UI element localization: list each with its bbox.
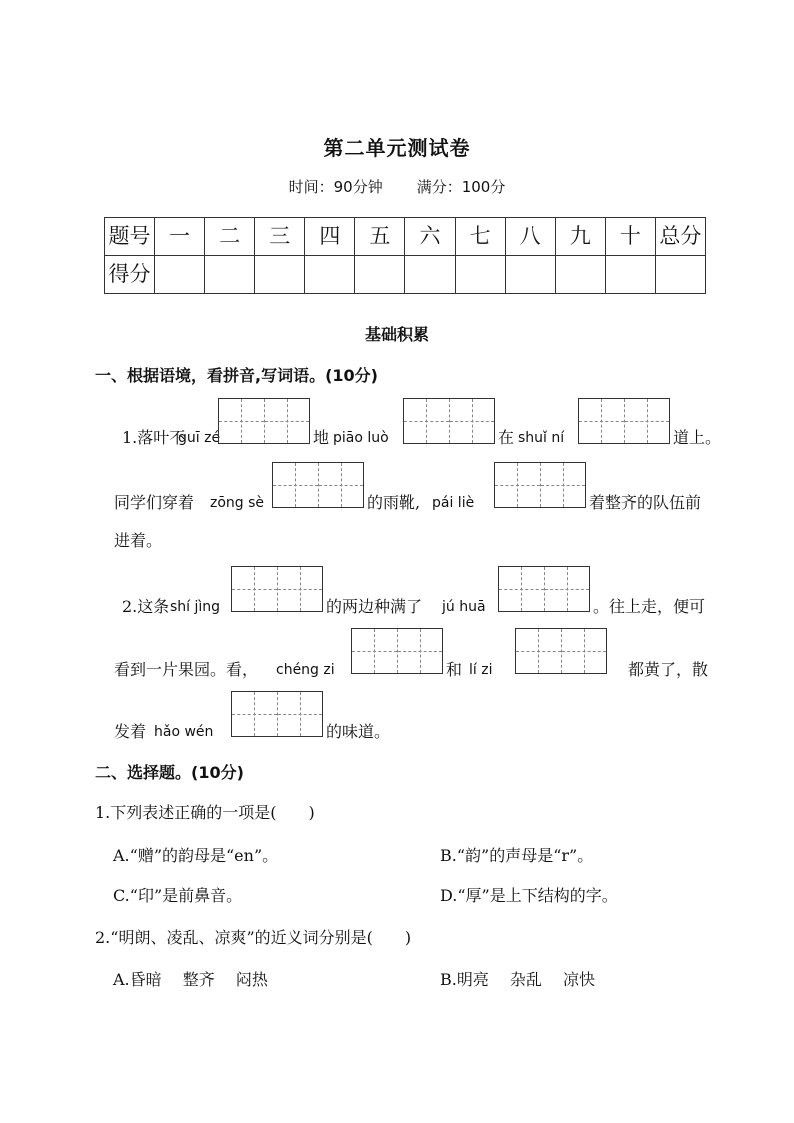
answer-box-shijing[interactable] [231,566,323,612]
answer-box-juhua[interactable] [498,566,590,612]
score-cell[interactable] [555,256,605,294]
score-table-header-cell: 四 [305,218,355,256]
answer-box-guize[interactable] [218,398,310,444]
score-table-header-cell: 总分 [655,218,705,256]
score-cell[interactable] [155,256,205,294]
pinyin-pailie: pái liè [432,495,475,511]
answer-box-chengzi[interactable] [351,628,443,674]
page-title: 第二单元测试卷 [323,136,471,160]
score-table-header-row [105,218,706,256]
score-cell[interactable] [655,256,705,294]
score-table-header-cell: 十 [605,218,655,256]
option-2a[interactable]: A.昏暗 整齐 闷热 [113,970,268,989]
pinyin-shuini: shuǐ ní [518,430,565,446]
score-table-header-cell: 一 [155,218,205,256]
q1-text: 的两边种满了 [326,597,423,616]
question-2-heading: 二、选择题。(10分) [95,763,244,782]
score-table-header-cell: 八 [505,218,555,256]
score-table-header-cell: 五 [355,218,405,256]
answer-box-piaoluo[interactable] [403,398,495,444]
q1-text: 。往上走，便可 [593,597,706,616]
section-title: 基础积累 [364,325,429,344]
exam-time: 时间：90分钟 [288,178,383,196]
q1-text: 的雨靴, [367,493,421,512]
score-cell[interactable] [405,256,455,294]
pinyin-shijing: shí jìng [170,599,221,615]
option-1c[interactable]: C.“印”是前鼻音。 [113,886,243,905]
score-cell[interactable] [505,256,555,294]
q2-item2-stem: 2.“明朗、凌乱、凉爽”的近义词分别是( ) [95,928,412,947]
answer-box-lizi[interactable] [515,628,607,674]
q1-text: 看到一片果园。看， [114,660,259,679]
answer-box-haowen[interactable] [231,691,323,737]
score-cell[interactable] [605,256,655,294]
q1-text: 的味道。 [326,722,391,741]
pinyin-zongse: zōng sè [210,495,265,511]
answer-box-pailie[interactable] [494,462,586,508]
pinyin-lizi: lí zi [469,662,493,678]
option-2b[interactable]: B.明亮 杂乱 凉快 [440,970,596,989]
score-table-score-row [105,256,706,294]
score-cell[interactable] [355,256,405,294]
q1-text: 着整齐的队伍前 [589,493,702,512]
pinyin-haowen: hǎo wén [154,724,214,740]
q2-item1-stem: 1.下列表述正确的一项是( ) [95,803,315,822]
score-cell[interactable] [455,256,505,294]
score-cell[interactable] [255,256,305,294]
q1-text: 发着 [114,722,147,741]
score-table-row-label: 得分 [105,256,155,294]
q1-text: 和 [446,660,463,679]
option-1b[interactable]: B.“韵”的声母是“r”。 [440,846,594,865]
score-table-header-cell: 九 [555,218,605,256]
score-cell[interactable] [205,256,255,294]
exam-meta [0,176,794,197]
q1-text: 地 [313,428,330,447]
pinyin-piaoluo: piāo luò [333,430,389,446]
score-table [104,217,706,294]
question-1-heading: 一、根据语境，看拼音,写词语。(10分) [95,366,378,385]
q1-text: 1.落叶不 [122,428,186,447]
score-table-header-cell: 七 [455,218,505,256]
q1-text: 道上。 [673,428,722,447]
score-table-header-cell: 六 [405,218,455,256]
pinyin-guize: guī zé [178,430,221,446]
score-table-header-cell: 题号 [105,218,155,256]
score-table-header-cell: 三 [255,218,305,256]
score-cell[interactable] [305,256,355,294]
score-table-header-cell: 二 [205,218,255,256]
pinyin-chengzi: chéng zi [276,662,335,678]
pinyin-juhua: jú huā [442,599,486,615]
q1-text: 进着。 [114,531,163,550]
q1-text: 2.这条 [122,597,170,616]
q1-text: 在 [498,428,515,447]
q1-text: 都黄了，散 [628,660,709,679]
answer-box-shuini[interactable] [578,398,670,444]
exam-full-score: 满分：100分 [416,178,506,196]
q1-text: 同学们穿着 [114,493,195,512]
option-1d[interactable]: D.“厚”是上下结构的字。 [440,886,618,905]
answer-box-zongse[interactable] [272,462,364,508]
option-1a[interactable]: A.“赠”的韵母是“en”。 [113,846,279,865]
